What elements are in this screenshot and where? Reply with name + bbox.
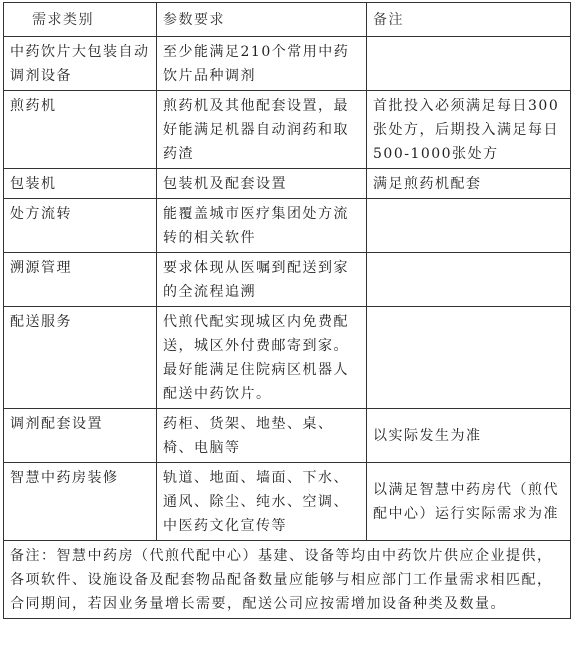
row-category: 溯源管理 <box>4 253 157 307</box>
row-category: 配送服务 <box>4 307 157 409</box>
row-requirement: 至少能满足210个常用中药饮片品种调剂 <box>157 37 367 91</box>
table-row <box>4 307 571 409</box>
row-category: 处方流转 <box>4 199 157 253</box>
footnote-row <box>4 541 571 619</box>
header-requirement: 参数要求 <box>157 3 367 37</box>
table-row <box>4 253 571 307</box>
row-requirement: 煎药机及其他配套设置，最好能满足机器自动润药和取药渣 <box>157 91 367 169</box>
row-requirement: 药柜、货架、地垫、桌、椅、电脑等 <box>157 409 367 463</box>
header-remark: 备注 <box>367 3 571 37</box>
row-requirement: 能覆盖城市医疗集团处方流转的相关软件 <box>157 199 367 253</box>
row-requirement: 轨道、地面、墙面、下水、通风、除尘、纯水、空调、中医药文化宣传等 <box>157 463 367 541</box>
row-remark: 以满足智慧中药房代（煎代配中心）运行实际需求为准 <box>367 463 571 541</box>
row-category: 包装机 <box>4 169 157 199</box>
row-category: 调剂配套设置 <box>4 409 157 463</box>
table-row <box>4 169 571 199</box>
row-remark <box>367 307 571 409</box>
row-category: 智慧中药房装修 <box>4 463 157 541</box>
row-remark <box>367 199 571 253</box>
table-row <box>4 37 571 91</box>
header-row <box>4 3 571 37</box>
table-row <box>4 463 571 541</box>
row-remark <box>367 253 571 307</box>
requirements-table <box>3 2 571 619</box>
row-remark: 以实际发生为准 <box>367 409 571 463</box>
table-row <box>4 199 571 253</box>
row-requirement: 要求体现从医嘱到配送到家的全流程追溯 <box>157 253 367 307</box>
header-category: 需求类别 <box>4 3 157 37</box>
row-remark: 满足煎药机配套 <box>367 169 571 199</box>
row-category: 煎药机 <box>4 91 157 169</box>
row-requirement: 代煎代配实现城区内免费配送，城区外付费邮寄到家。最好能满足住院病区机器人配送中药饮片。 <box>157 307 367 409</box>
table-row <box>4 91 571 169</box>
table-footnote: 备注：智慧中药房（代煎代配中心）基建、设备等均由中药饮片供应企业提供，各项软件、设施设备及配套物品配备数量应能够与相应部门工作量需求相匹配，合同期间，若因业务量增长需要，配送公司应按需增加设备种类及数量。 <box>4 541 571 619</box>
row-requirement: 包装机及配套设置 <box>157 169 367 199</box>
row-remark <box>367 37 571 91</box>
row-category: 中药饮片大包装自动调剂设备 <box>4 37 157 91</box>
table-row <box>4 409 571 463</box>
row-remark: 首批投入必须满足每日300张处方，后期投入满足每日500-1000张处方 <box>367 91 571 169</box>
